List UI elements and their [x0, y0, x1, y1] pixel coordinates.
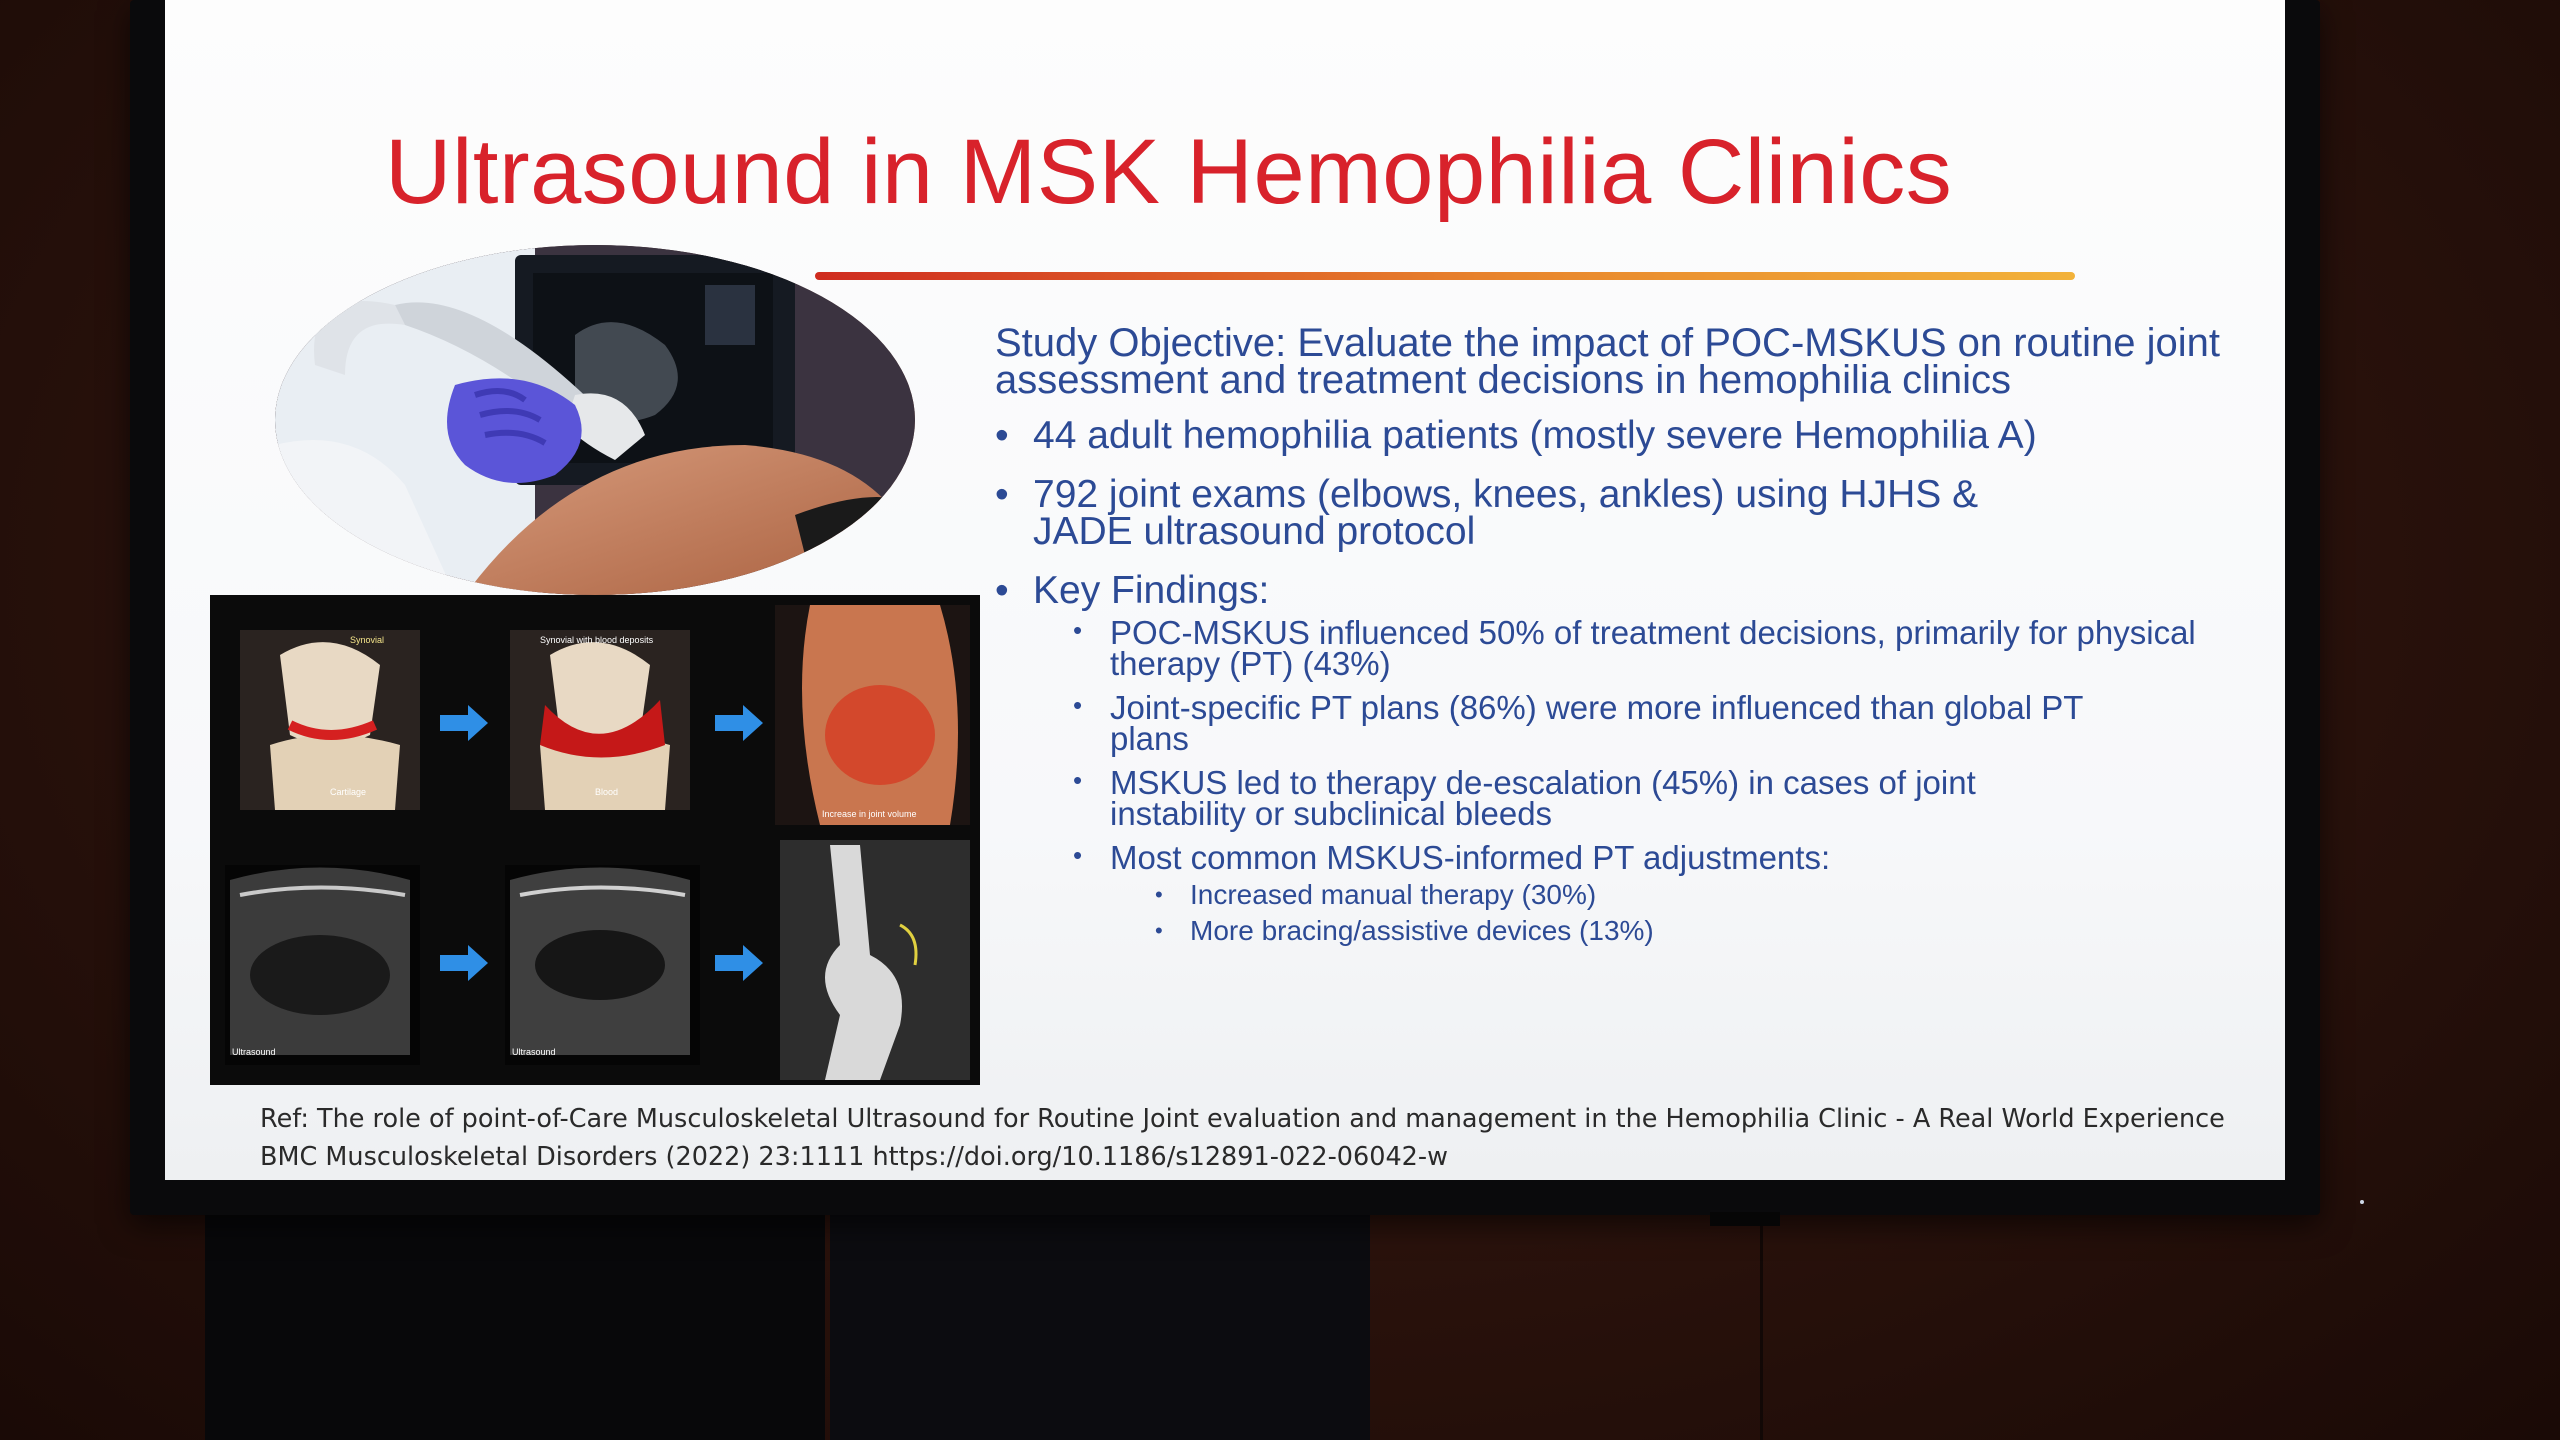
- study-objective: Study Objective: Evaluate the impact of POC-MSKUS on routine joint assessment and treatment decisions in hemophilia clinics: [995, 321, 2221, 402]
- label-increase-volume: Increase in joint volume: [822, 809, 917, 819]
- finding-item: • MSKUS led to therapy de-escalation (45%) in cases of joint instability or subclinical bleeds: [995, 767, 2110, 829]
- title-underline: [815, 272, 2075, 280]
- monitor-stand-center: [830, 1200, 1370, 1440]
- monitor-bezel-sensor: [1710, 1212, 1780, 1226]
- presentation-slide: [165, 0, 2285, 1180]
- reference-line: BMC Musculoskeletal Disorders (2022) 23:1111 https://doi.org/10.1186/s12891-022-06042-w: [260, 1142, 1448, 1172]
- ultrasound-exam-photo: [275, 245, 915, 595]
- finding-item: • Joint-specific PT plans (86%) were more influenced than global PT plans: [995, 692, 2110, 754]
- arrow-right-icon: [715, 705, 763, 741]
- label-ultrasound-2: Ultrasound: [512, 1047, 556, 1057]
- label-blood: Blood: [595, 787, 619, 797]
- bullet-joint-exams: • 792 joint exams (elbows, knees, ankles) using HJHS & JADE ultrasound protocol: [995, 476, 2083, 550]
- bullet-patients: • 44 adult hemophilia patients (mostly severe Hemophilia A): [995, 417, 2245, 454]
- power-cable: [1760, 1210, 1763, 1440]
- slide-title: Ultrasound in MSK Hemophilia Clinics: [385, 121, 1953, 223]
- arrow-right-icon: [440, 705, 488, 741]
- bullet-key-findings: • Key Findings:: [995, 572, 2245, 609]
- adjustment-item: • More bracing/assistive devices (13%): [995, 913, 2245, 949]
- monitor-stand-left: [205, 1200, 825, 1440]
- reference-line: Ref: The role of point-of-Care Musculoskeletal Ultrasound for Routine Joint evaluation and management in the Hemophilia Clinic - A Real World Experience: [260, 1104, 2225, 1134]
- reference-citation: [260, 1100, 2240, 1176]
- finding-item: • Most common MSKUS-informed PT adjustments:: [995, 842, 2245, 873]
- finding-item: • POC-MSKUS influenced 50% of treatment decisions, primarily for physical therapy (PT) (43%): [995, 617, 2245, 679]
- label-synovial-blood: Synovial with blood deposits: [540, 635, 654, 645]
- adjustment-item: • Increased manual therapy (30%): [995, 877, 2245, 913]
- power-indicator: [2360, 1200, 2364, 1204]
- slide-body: [995, 321, 2245, 949]
- label-synovial: Synovial: [350, 635, 385, 645]
- label-cartilage: Cartilage: [330, 787, 367, 797]
- arrow-right-icon: [440, 945, 488, 981]
- ultrasound-exam-illustration: [275, 245, 915, 595]
- hemarthrosis-figure: [210, 595, 980, 1085]
- arrow-right-icon: [715, 945, 763, 981]
- label-ultrasound-1: Ultrasound: [232, 1047, 276, 1057]
- hemarthrosis-diagram: [210, 595, 980, 1085]
- display-monitor: [130, 0, 2320, 1215]
